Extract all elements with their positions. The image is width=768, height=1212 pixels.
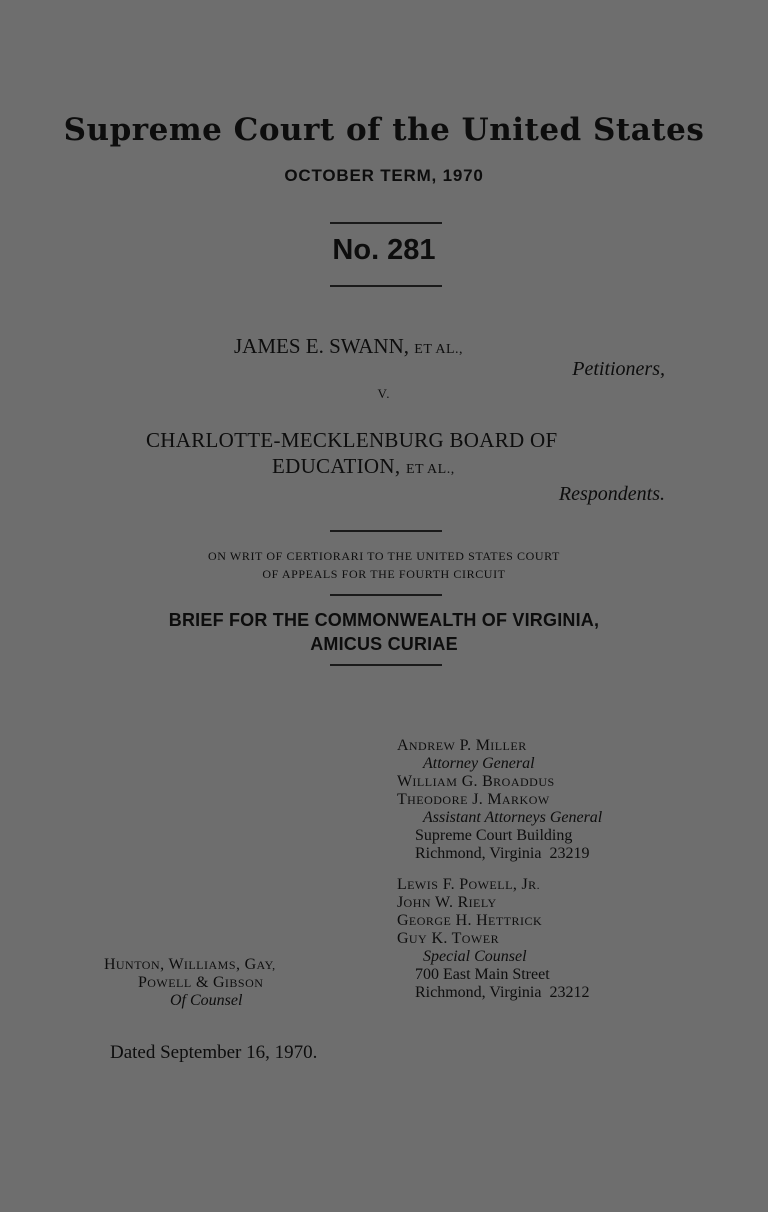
attorney-miller: ANDREW P. MILLER (397, 737, 527, 754)
writ-line-1: ON WRIT OF CERTIORARI TO THE UNITED STATES COURT (208, 549, 560, 563)
respondent-name-cont: EDUCATION, (272, 454, 401, 478)
term-line: OCTOBER TERM, 1970 (284, 166, 484, 185)
rule-2 (330, 285, 442, 287)
brief-line-2: AMICUS CURIAE (310, 634, 458, 654)
petitioner-name: JAMES E. SWANN, (234, 334, 410, 358)
attorney-markow: THEODORE J. MARKOW (397, 791, 550, 808)
attorney-tower: GUY K. TOWER (397, 930, 500, 947)
address-2-line-2: Richmond, Virginia 23212 (415, 984, 590, 1001)
rule-3 (330, 530, 442, 532)
petitioner-et-al: ET AL., (414, 342, 464, 357)
attorney-powell: LEWIS F. POWELL, JR. (397, 876, 541, 893)
firm-line-1: HUNTON, WILLIAMS, GAY, (104, 956, 276, 973)
writ-line-2: OF APPEALS FOR THE FOURTH CIRCUIT (262, 567, 506, 581)
address-2-line-1: 700 East Main Street (415, 966, 550, 983)
dated-line: Dated September 16, 1970. (110, 1042, 318, 1063)
docket-number: No. 281 (332, 234, 436, 266)
petitioner-line (234, 334, 463, 359)
petitioners-role: Petitioners, (572, 358, 665, 380)
firm-line-2: POWELL & GIBSON (138, 974, 264, 991)
rule-1 (330, 222, 442, 224)
brief-line-1: BRIEF FOR THE COMMONWEALTH OF VIRGINIA, (168, 610, 600, 630)
assistant-attorneys-title: Assistant Attorneys General (423, 809, 603, 826)
law-firm (104, 956, 276, 1010)
attorneys-group-2 (397, 876, 589, 1002)
attorney-hettrick: GEORGE H. HETTRICK (397, 912, 543, 929)
versus: V. (377, 386, 391, 401)
respondents-role: Respondents. (558, 483, 665, 505)
court-title: Supreme Court of the United States (63, 112, 705, 148)
respondent-et-al: ET AL., (405, 462, 455, 477)
attorney-general-title: Attorney General (423, 755, 535, 772)
rule-5 (330, 664, 442, 666)
address-1-line-2: Richmond, Virginia 23219 (415, 845, 590, 862)
brief-title (0, 608, 768, 656)
attorney-riely: JOHN W. RIELY (397, 894, 497, 911)
attorney-broaddus: WILLIAM G. BROADDUS (397, 773, 555, 790)
respondent-line-1: CHARLOTTE-MECKLENBURG BOARD OF (146, 428, 558, 452)
special-counsel-title: Special Counsel (423, 948, 527, 965)
address-1-line-1: Supreme Court Building (415, 827, 573, 844)
attorneys-group-1 (397, 737, 602, 863)
of-counsel: Of Counsel (170, 992, 243, 1009)
rule-4 (330, 594, 442, 596)
writ-text (0, 547, 768, 583)
respondent-line-2 (272, 454, 455, 479)
